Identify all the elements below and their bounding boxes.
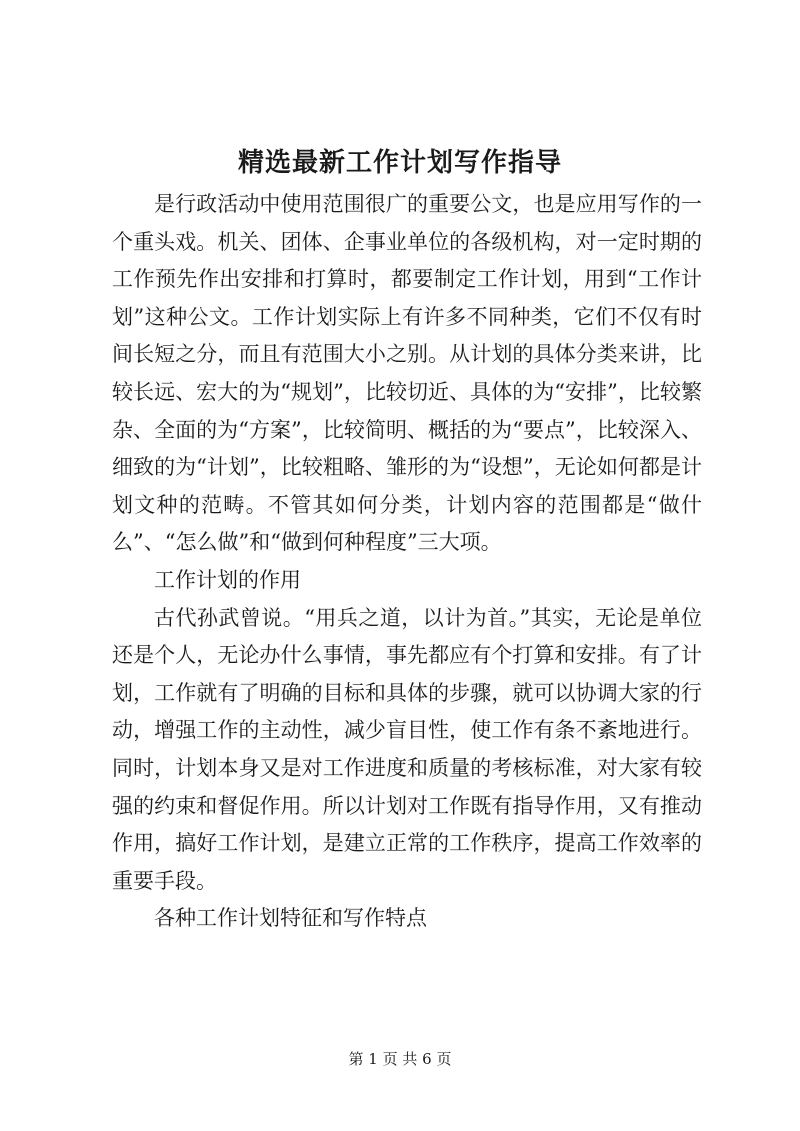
section-heading-features: 各种工作计划特征和写作特点 xyxy=(154,906,427,931)
page-footer: 第 1 页 共 6 页 xyxy=(348,1050,452,1068)
paragraph-intro: 是行政活动中使用范围很广的重要公文，也是应用写作的一个重头戏。机关、团体、企事业单位的各级机构，对一定时期的工作预先作出安排和打算时，都要制定工作计划，用到“工作计划”这种公文。工作计划实际上有许多不同种类，它们不仅有时间长短之分，而且有范围大小之别。从计划的具体分类来讲，比较长远、宏大的为“规划”，比较切近、具体的为“安排”，比较繁杂、全面的为“方案”，比较简明、概括的为“要点”，比较深入、细致的为“计划”，比较粗略、雏形的为“设想”，无论如何都是计划文种的范畴。不管其如何分类，计划内容的范围都是“做什么”、“怎么做”和“做到何种程度”三大项。 xyxy=(112,192,702,555)
section-heading-purpose: 工作计划的作用 xyxy=(154,567,301,592)
document-title: 精选最新工作计划写作指导 xyxy=(237,148,562,178)
document-body xyxy=(112,186,702,938)
paragraph-purpose: 古代孙武曾说。“用兵之道，以计为首。”其实，无论是单位还是个人，无论办什么事情，事先都应有个打算和安排。有了计划，工作就有了明确的目标和具体的步骤，就可以协调大家的行动，增强工作的主动性，减少盲目性，使工作有条不紊地进行。同时，计划本身又是对工作进度和质量的考核标准，对大家有较强的约束和督促作用。所以计划对工作既有指导作用，又有推动作用，搞好工作计划，是建立正常的工作秩序，提高工作效率的重要手段。 xyxy=(112,605,702,893)
